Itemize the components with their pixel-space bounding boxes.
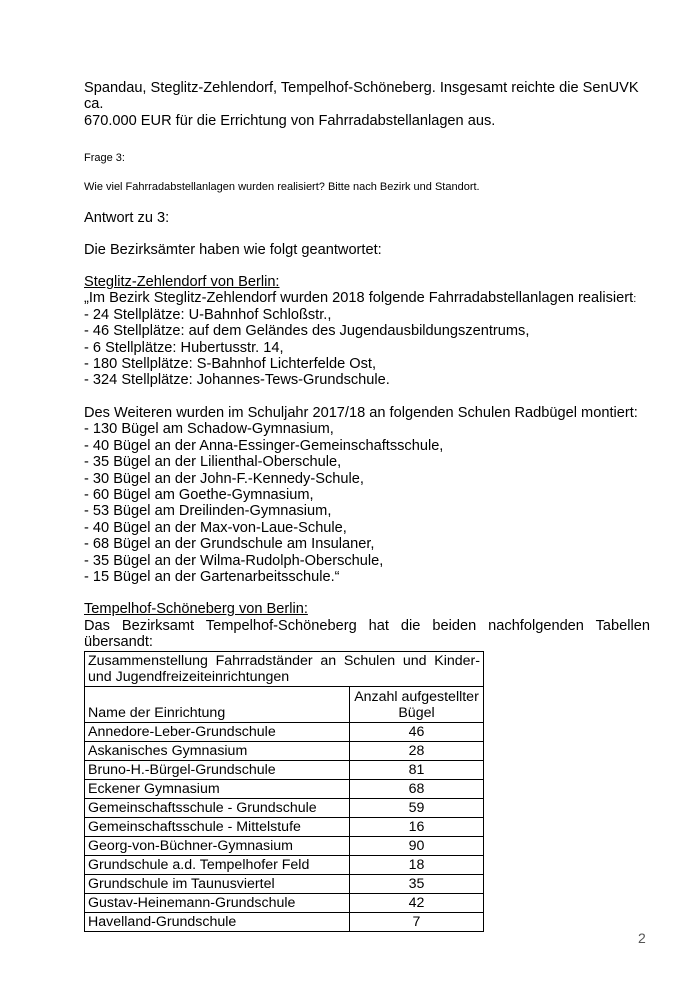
column-header-count: Anzahl aufgestellter Bügel [350, 686, 484, 722]
facility-name: Askanisches Gymnasium [85, 741, 350, 760]
facility-name: Eckener Gymnasium [85, 779, 350, 798]
table-row [85, 798, 484, 817]
steglitz-quote-text: „Im Bezirk Steglitz-Zehlendorf wurden 2018 folgende Fahrradabstellanlagen realisiert [84, 290, 634, 307]
facility-name: Gustav-Heinemann-Grundschule [85, 893, 350, 912]
table-row [85, 874, 484, 893]
list-item: - 35 Bügel an der Wilma-Rudolph-Oberschule, [84, 552, 384, 569]
page-number: 2 [638, 930, 646, 946]
list-item: - 324 Stellplätze: Johannes-Tews-Grundschule. [84, 372, 390, 389]
column-header-name: Name der Einrichtung [85, 686, 350, 722]
list-item: - 46 Stellplätze: auf dem Geländes des Jugendausbildungszentrums, [84, 323, 530, 340]
table-row [85, 855, 484, 874]
document-page [84, 80, 650, 932]
answer-label: Antwort zu 3: [84, 210, 170, 227]
list-item: - 68 Bügel an der Grundschule am Insulaner, [84, 536, 375, 553]
steglitz-schools [84, 405, 650, 585]
facility-name: Bruno-H.-Bürgel-Grundschule [85, 760, 350, 779]
question-label: Frage 3: [84, 152, 125, 165]
facility-count: 28 [350, 741, 484, 760]
table-row [85, 741, 484, 760]
steglitz-quote-colon: : [633, 293, 637, 306]
facility-count: 16 [350, 817, 484, 836]
table-header-row [85, 686, 484, 722]
facility-count: 7 [350, 912, 484, 931]
intro-line-1: Spandau, Steglitz-Zehlendorf, Tempelhof-Schöneberg. Insgesamt reichte die SenUVK ca. [84, 80, 639, 113]
list-item: - 35 Bügel an der Lilienthal-Oberschule, [84, 454, 342, 471]
facility-count: 46 [350, 722, 484, 741]
facility-name: Grundschule im Taunusviertel [85, 874, 350, 893]
intro-line-2: 670.000 EUR für die Errichtung von Fahrradabstellanlagen aus. [84, 112, 496, 129]
facilities-table [84, 651, 484, 932]
list-item: - 53 Bügel am Dreilinden-Gymnasium, [84, 503, 332, 520]
list-item: - 180 Stellplätze: S-Bahnhof Lichterfelde Ost, [84, 356, 377, 373]
steglitz-quote [84, 290, 650, 388]
table-row [85, 817, 484, 836]
facility-count: 42 [350, 893, 484, 912]
question-text: Wie viel Fahrradabstellanlagen wurden realisiert? Bitte nach Bezirk und Standort. [84, 181, 480, 194]
facility-name: Annedore-Leber-Grundschule [85, 722, 350, 741]
facility-count: 68 [350, 779, 484, 798]
list-item: - 60 Bügel am Goethe-Gymnasium, [84, 486, 314, 503]
facility-name: Havelland-Grundschule [85, 912, 350, 931]
table-row [85, 893, 484, 912]
table-row [85, 760, 484, 779]
list-item: - 130 Bügel am Schadow-Gymnasium, [84, 421, 334, 438]
table-row [85, 836, 484, 855]
facility-name: Gemeinschaftsschule - Grundschule [85, 798, 350, 817]
steglitz-quote-intro [84, 290, 650, 306]
table-row [85, 722, 484, 741]
table-caption: Zusammenstellung Fahrradständer an Schulen und Kinder- und Jugendfreizeiteinrichtungen [85, 651, 484, 686]
facility-name: Georg-von-Büchner-Gymnasium [85, 836, 350, 855]
facility-count: 59 [350, 798, 484, 817]
facility-count: 90 [350, 836, 484, 855]
steglitz-heading: Steglitz-Zehlendorf von Berlin: [84, 274, 280, 291]
list-item: - 15 Bügel an der Gartenarbeitsschule.“ [84, 568, 340, 585]
table-row [85, 912, 484, 931]
facility-name: Gemeinschaftsschule - Mittelstufe [85, 817, 350, 836]
table-caption-row [85, 651, 484, 686]
intro-paragraph [84, 80, 650, 129]
facility-count: 35 [350, 874, 484, 893]
list-item: - 30 Bügel an der John-F.-Kennedy-Schule, [84, 470, 364, 487]
facility-count: 81 [350, 760, 484, 779]
list-item: - 40 Bügel an der Max-von-Laue-Schule, [84, 519, 347, 536]
schools-intro: Des Weiteren wurden im Schuljahr 2017/18 an folgenden Schulen Radbügel montiert: [84, 404, 638, 421]
tempelhof-intro: Das Bezirksamt Tempelhof-Schöneberg hat die beiden nachfolgenden Tabellen übersandt: [84, 617, 650, 651]
list-item: - 40 Bügel an der Anna-Essinger-Gemeinschaftsschule, [84, 437, 444, 454]
list-item: - 24 Stellplätze: U-Bahnhof Schloßstr., [84, 306, 332, 323]
table-row [85, 779, 484, 798]
facility-count: 18 [350, 855, 484, 874]
list-item: - 6 Stellplätze: Hubertusstr. 14, [84, 339, 284, 356]
tempelhof-heading: Tempelhof-Schöneberg von Berlin: [84, 601, 308, 618]
answer-intro: Die Bezirksämter haben wie folgt geantwortet: [84, 241, 382, 258]
facility-name: Grundschule a.d. Tempelhofer Feld [85, 855, 350, 874]
